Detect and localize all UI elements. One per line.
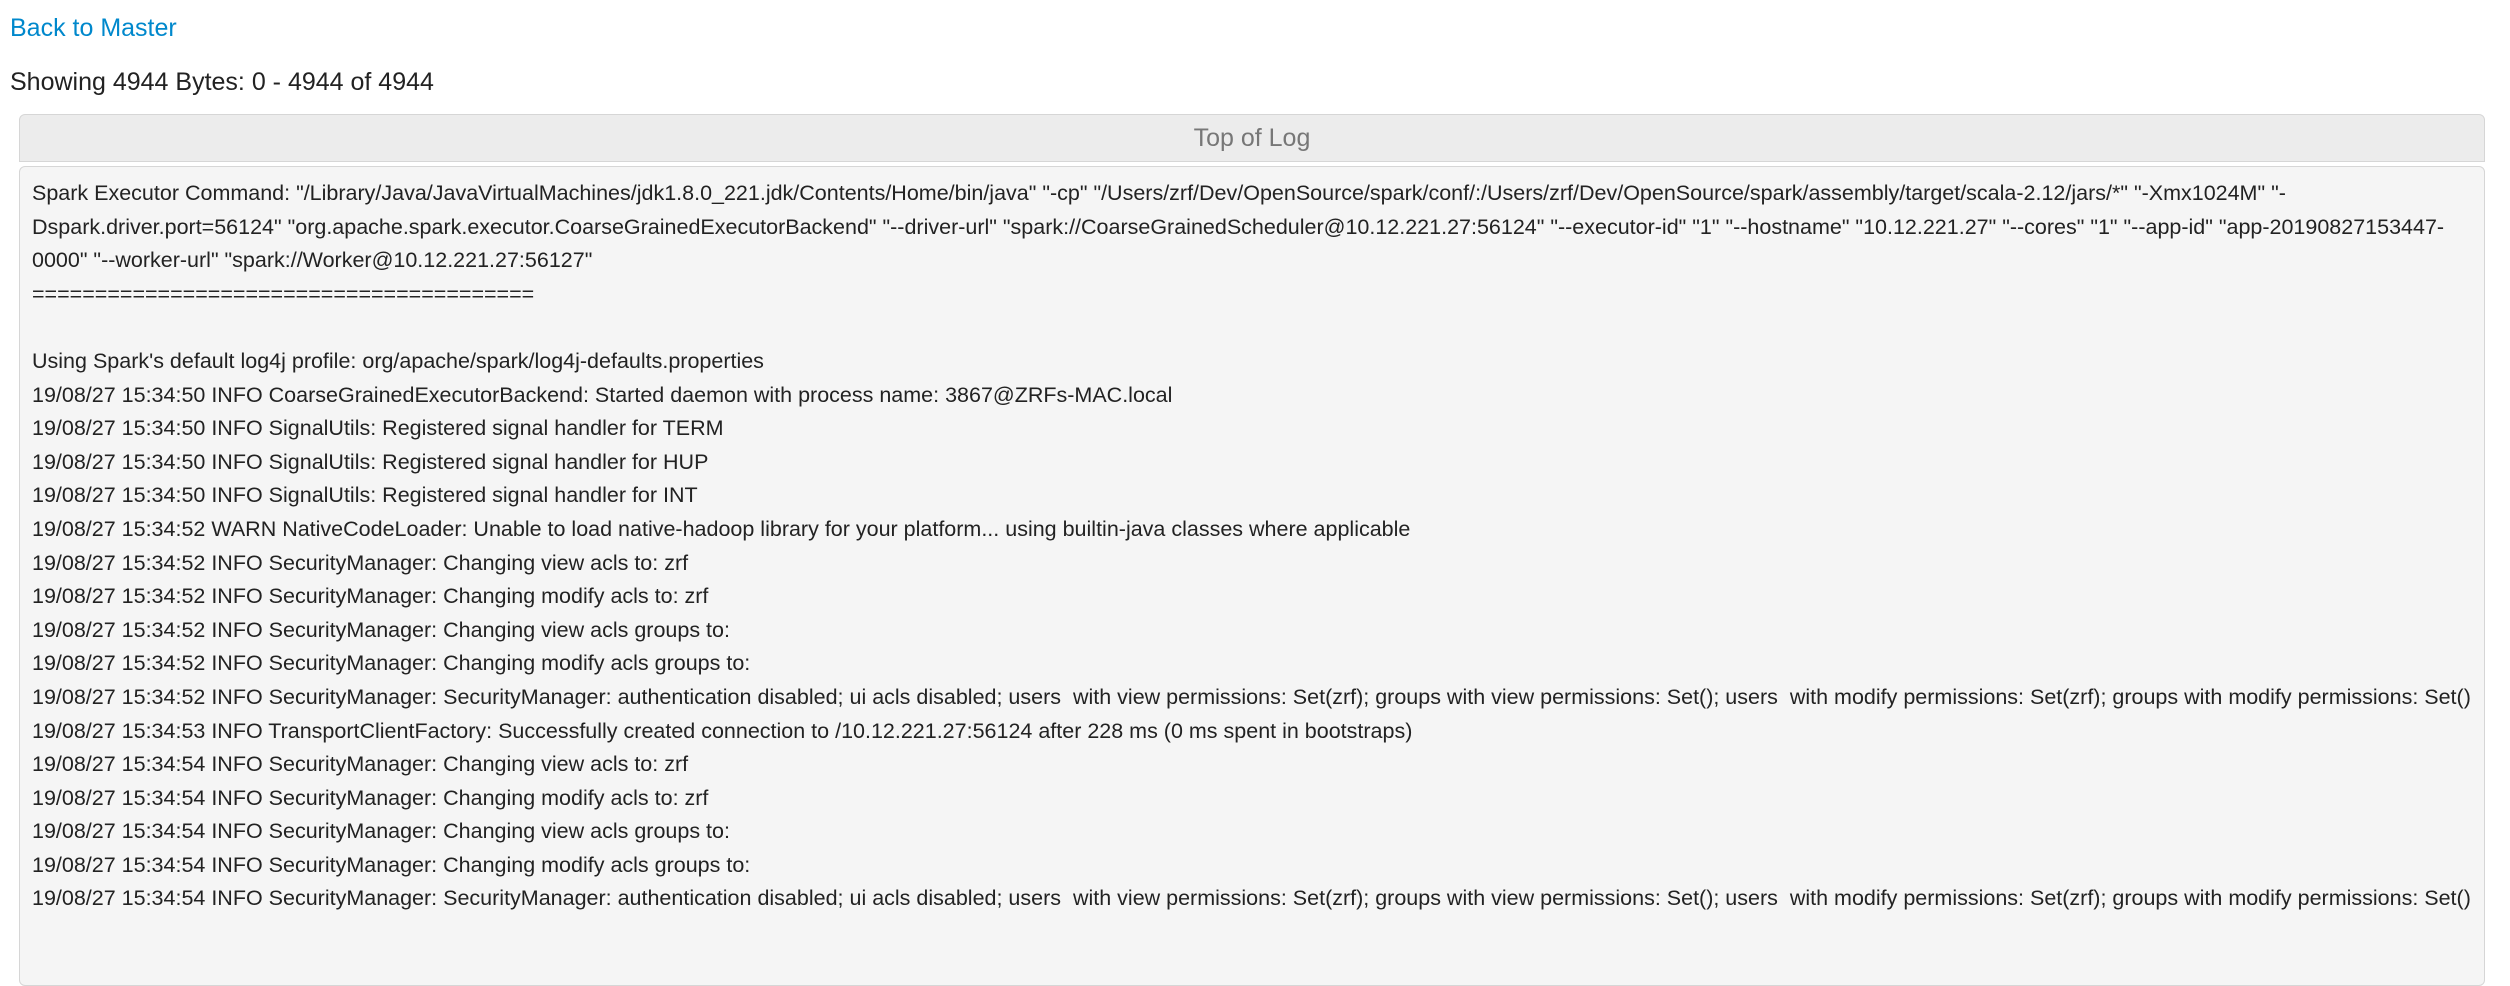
log-line: 19/08/27 15:34:52 INFO SecurityManager: Changing view acls to: zrf — [32, 550, 689, 575]
log-line: 19/08/27 15:34:54 INFO SecurityManager: Changing modify acls to: zrf — [32, 785, 709, 810]
byte-range-status: Showing 4944 Bytes: 0 - 4944 of 4944 — [10, 68, 434, 96]
log-line: 19/08/27 15:34:54 INFO SecurityManager: SecurityManager: authentication disabled; ui acls disabled; users with view permissions: Set(zrf); groups with view permissions: Set(); users with modify permissions: Set(zrf); groups with modify permissions: Set() — [32, 886, 2471, 911]
back-to-master-link[interactable]: Back to Master — [10, 14, 177, 42]
log-line: Using Spark's default log4j profile: org/apache/spark/log4j-defaults.properties — [32, 348, 764, 373]
log-line: 19/08/27 15:34:52 INFO SecurityManager: Changing modify acls groups to: — [32, 651, 757, 676]
log-line: 19/08/27 15:34:53 INFO TransportClientFactory: Successfully created connection to /10.12.221.27:56124 after 228 ms (0 ms spent in bootstraps) — [32, 718, 1413, 743]
log-line: 19/08/27 15:34:54 INFO SecurityManager: Changing modify acls groups to: — [32, 852, 757, 877]
log-line: Spark Executor Command: "/Library/Java/JavaVirtualMachines/jdk1.8.0_221.jdk/Contents/Home/bin/java" "-cp" "/Users/zrf/Dev/OpenSource/spark/conf/:/Users/zrf/Dev/OpenSource/spark/assembly/target/scala-2.12/jars/*" "-Xmx1024M" "-Dspark.driver.port=56124" "org.apache.spark.executor.CoarseGrainedExecutorBackend" "--driver-url" "spark://CoarseGrainedScheduler@10.12.221.27:56124" "--executor-id" "1" "--hostname" "10.12.221.27" "--cores" "1" "--app-id" "app-20190827153447-0000" "--worker-url" "spark://Worker@10.12.221.27:56127" — [32, 181, 2445, 273]
log-line: 19/08/27 15:34:52 INFO SecurityManager: Changing view acls groups to: — [32, 617, 736, 642]
log-line: 19/08/27 15:34:50 INFO SignalUtils: Registered signal handler for INT — [32, 483, 698, 508]
log-line: 19/08/27 15:34:54 INFO SecurityManager: Changing view acls groups to: — [32, 819, 736, 844]
log-line — [32, 311, 2472, 345]
log-line: ======================================== — [32, 281, 535, 306]
top-of-log-button[interactable]: Top of Log — [19, 114, 2485, 162]
log-line: 19/08/27 15:34:50 INFO SignalUtils: Registered signal handler for TERM — [32, 416, 724, 441]
log-line: 19/08/27 15:34:50 INFO CoarseGrainedExecutorBackend: Started daemon with process name: 3867@ZRFs-MAC.local — [32, 382, 1173, 407]
log-content — [19, 166, 2485, 986]
log-line: 19/08/27 15:34:52 WARN NativeCodeLoader: Unable to load native-hadoop library for your platform... using builtin-java classes where applicable — [32, 516, 1411, 541]
log-line: 19/08/27 15:34:52 INFO SecurityManager: Changing modify acls to: zrf — [32, 584, 709, 609]
log-line: 19/08/27 15:34:50 INFO SignalUtils: Registered signal handler for HUP — [32, 449, 709, 474]
log-line: 19/08/27 15:34:52 INFO SecurityManager: SecurityManager: authentication disabled; ui acls disabled; users with view permissions: Set(zrf); groups with view permissions: Set(); users with modify permissions: Set(zrf); groups with modify permissions: Set() — [32, 684, 2471, 709]
log-line: 19/08/27 15:34:54 INFO SecurityManager: Changing view acls to: zrf — [32, 752, 689, 777]
